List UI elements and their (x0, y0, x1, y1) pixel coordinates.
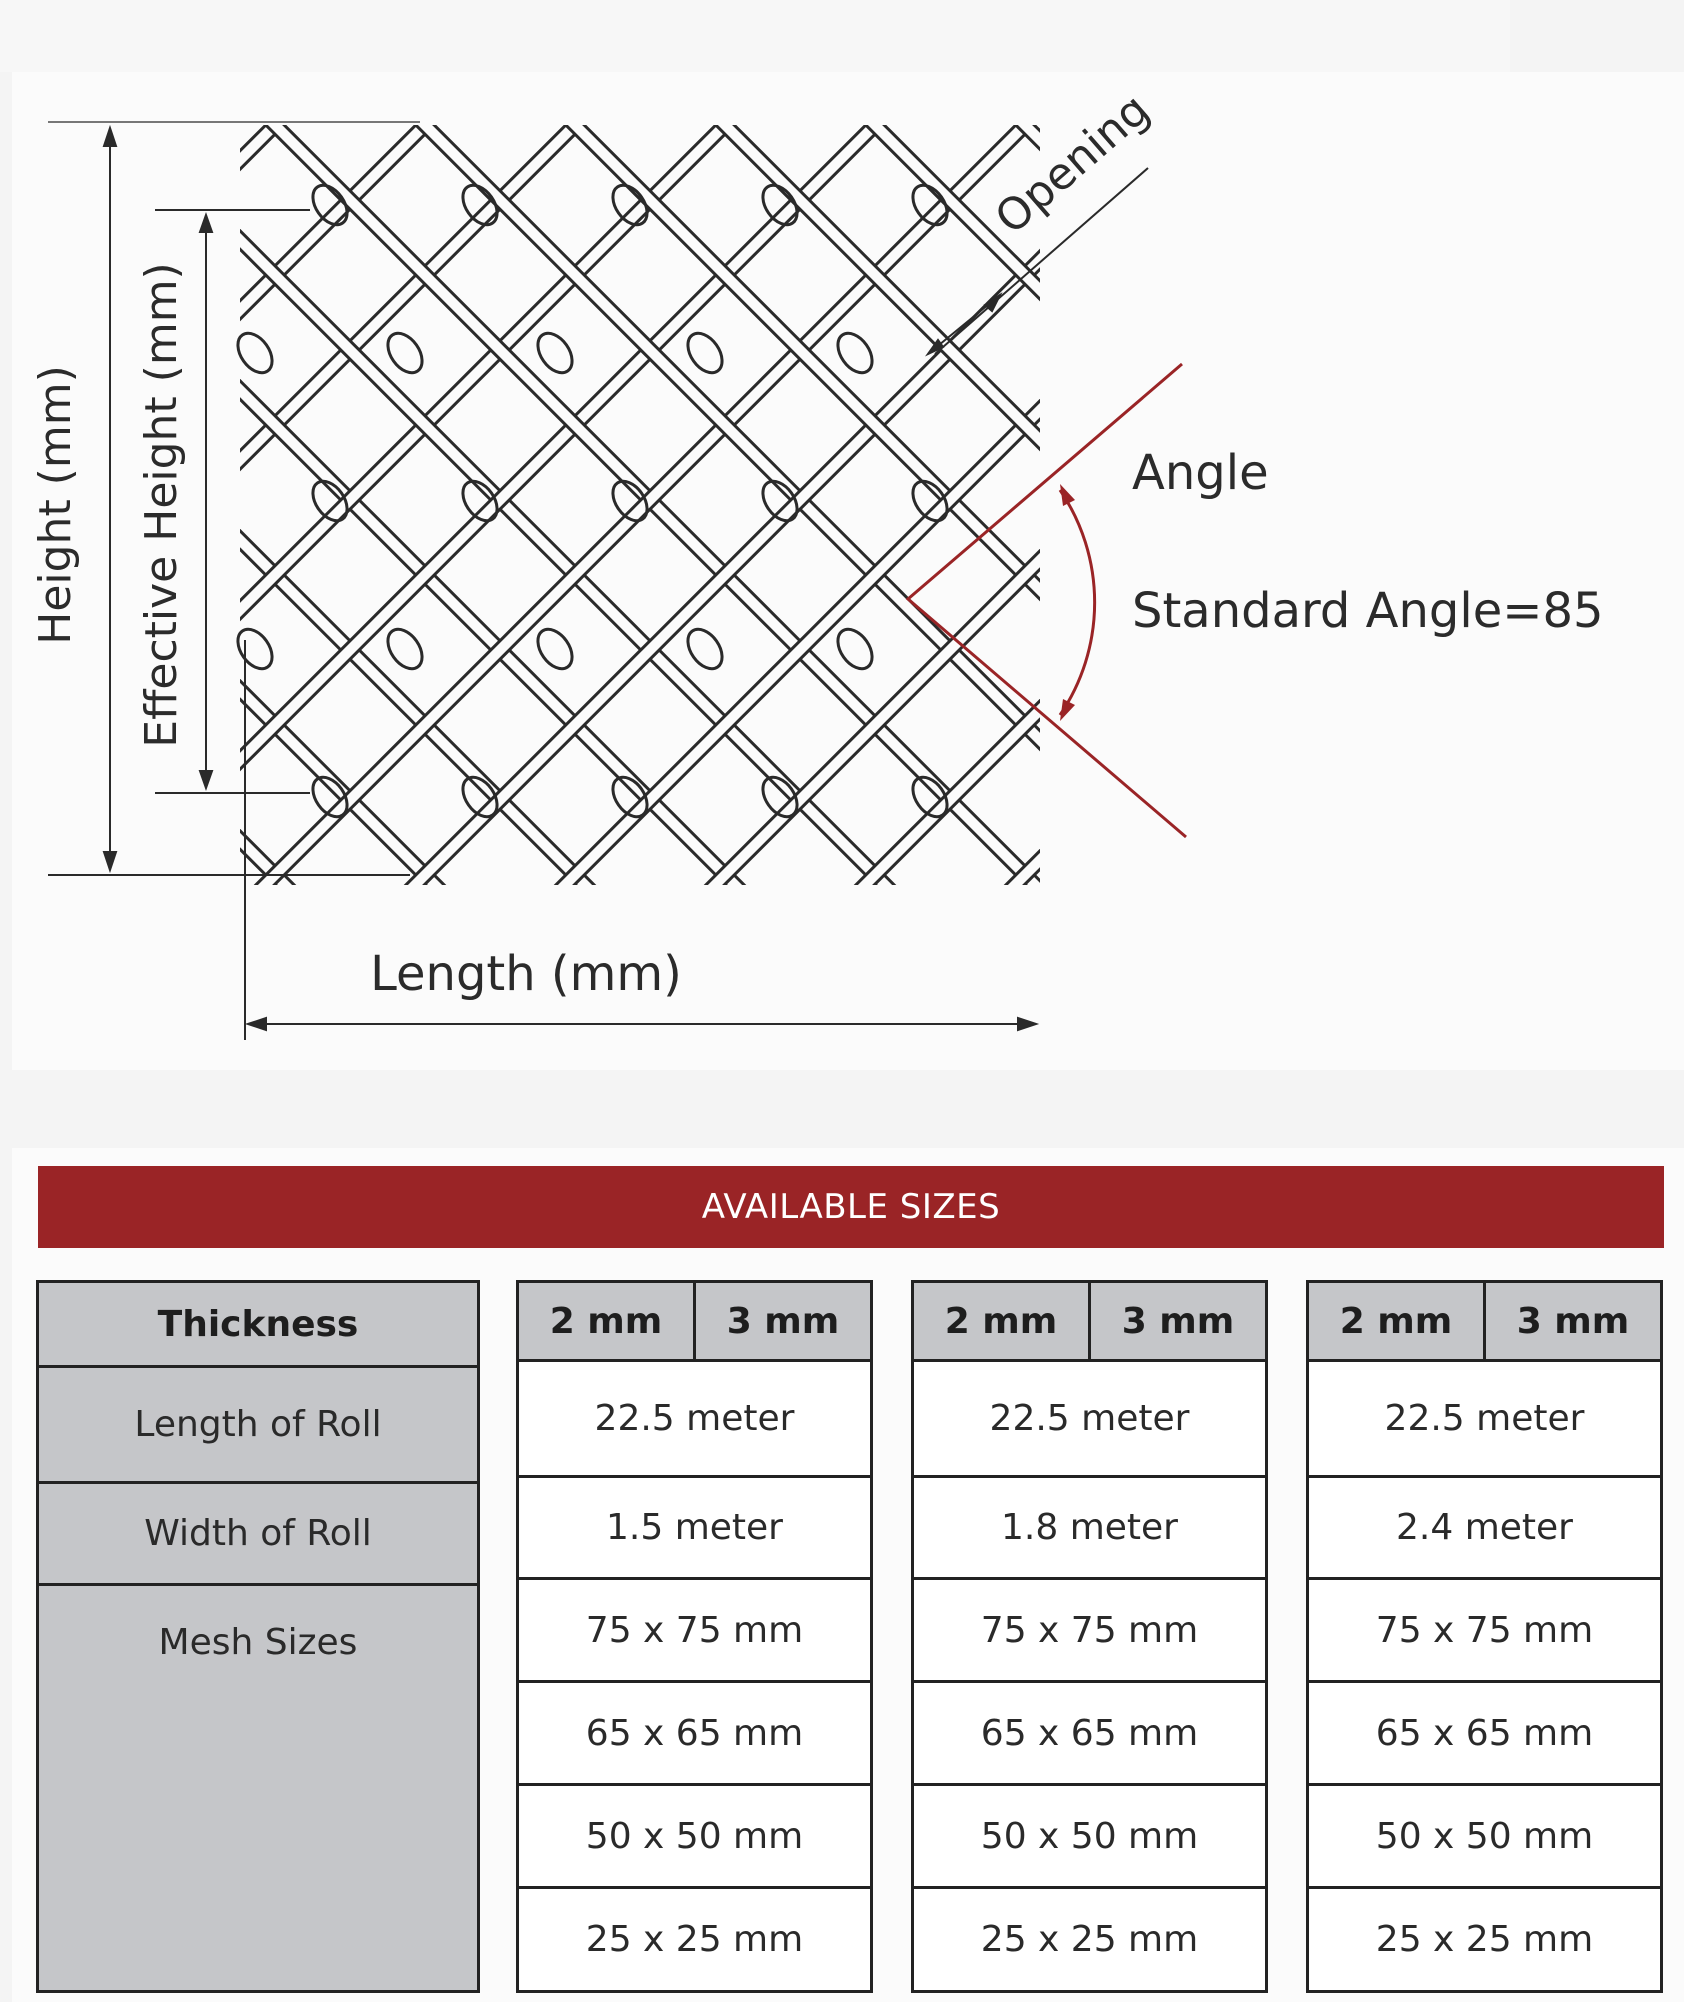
mesh-size-value: 25 x 25 mm (914, 1886, 1265, 1990)
mesh-wire-outline (0, 0, 550, 1000)
thickness-option-a: 2 mm (549, 1300, 663, 1342)
available-sizes-banner: AVAILABLE SIZES (38, 1166, 1664, 1248)
mesh-size-value: 75 x 75 mm (914, 1577, 1265, 1680)
mesh-sizes-label: Mesh Sizes (39, 1583, 477, 1990)
thickness-option-b: 3 mm (693, 1283, 870, 1359)
roll-length-value: 22.5 meter (914, 1359, 1265, 1475)
mesh-size-value: 50 x 50 mm (519, 1783, 870, 1886)
mesh-knuckle (231, 623, 279, 675)
standard-angle-label: Standard Angle=85 (1132, 583, 1604, 639)
mesh-knuckle (681, 327, 729, 379)
mesh-knuckle (831, 623, 879, 675)
effective-height-label: Effective Height (mm) (136, 262, 187, 748)
mesh-size-value: 65 x 65 mm (519, 1680, 870, 1783)
mesh-knuckle (606, 475, 654, 527)
mesh-wire-fill (1200, 0, 1684, 1000)
mesh-knuckle (681, 623, 729, 675)
mesh-knuckle (756, 475, 804, 527)
roll-width-value: 1.5 meter (519, 1475, 870, 1577)
mesh-size-value: 65 x 65 mm (1309, 1680, 1660, 1783)
mesh-knuckle (456, 771, 504, 823)
mesh-wire-outline (0, 0, 850, 1000)
mesh-knuckle (531, 327, 579, 379)
mesh-knuckle (606, 771, 654, 823)
mesh-wire-fill (0, 0, 850, 1000)
thickness-header (1309, 1283, 1660, 1359)
mesh-knuckle (456, 475, 504, 527)
angle-arrowheads (1060, 484, 1075, 721)
mesh-wire-outline (0, 0, 850, 1000)
mesh-wire-fill (900, 0, 1684, 1000)
opening-label: Opening (985, 84, 1160, 245)
mesh-wire-outline (900, 0, 1684, 1000)
mesh-knuckle (756, 771, 804, 823)
mesh-size-value: 75 x 75 mm (519, 1577, 870, 1680)
mesh-knuckle (906, 475, 954, 527)
thickness-header (519, 1283, 870, 1359)
mesh-knuckle (306, 475, 354, 527)
length-of-roll-label: Length of Roll (39, 1365, 477, 1481)
mesh-knuckle (381, 623, 429, 675)
mesh-size-value: 25 x 25 mm (519, 1886, 870, 1990)
mesh-size-value: 50 x 50 mm (914, 1783, 1265, 1886)
thickness-option-a: 2 mm (944, 1300, 1058, 1342)
mesh-wire-outline (900, 0, 1684, 1000)
thickness-option-b: 3 mm (1088, 1283, 1265, 1359)
product-table-2 (911, 1280, 1268, 1993)
mesh-wire-outline (1200, 0, 1684, 1000)
mesh-knuckle (381, 327, 429, 379)
mesh-wire-fill (0, 0, 550, 1000)
mesh-knuckle (531, 623, 579, 675)
roll-width-value: 2.4 meter (1309, 1475, 1660, 1577)
mesh-wires (0, 0, 1684, 1000)
mesh-knuckle (231, 327, 279, 379)
mesh-size-value: 25 x 25 mm (1309, 1886, 1660, 1990)
roll-length-value: 22.5 meter (1309, 1359, 1660, 1475)
mesh-knuckle (306, 771, 354, 823)
length-label: Length (mm) (370, 946, 682, 1002)
height-dimension (48, 122, 420, 875)
mesh-size-value: 75 x 75 mm (1309, 1577, 1660, 1680)
angle-label: Angle (1132, 445, 1269, 501)
thickness-header (914, 1283, 1265, 1359)
mesh-wire-fill (1200, 0, 1684, 1000)
thickness-option-a: 2 mm (1339, 1300, 1453, 1342)
thickness-option-b: 3 mm (1483, 1283, 1660, 1359)
mesh-wire-fill (0, 0, 550, 1000)
product-table-1 (516, 1280, 873, 1993)
mesh-knuckle (906, 771, 954, 823)
mesh-wire-fill (900, 0, 1684, 1000)
thickness-label: Thickness (157, 1303, 359, 1345)
height-label: Height (mm) (30, 365, 81, 645)
mesh-wire-outline (1200, 0, 1684, 1000)
mesh-wire-outline (0, 0, 550, 1000)
roll-length-value: 22.5 meter (519, 1359, 870, 1475)
product-table-3 (1306, 1280, 1663, 1993)
row-labels-table (36, 1280, 480, 1993)
mesh-wire-fill (0, 0, 850, 1000)
mesh-knuckle (831, 327, 879, 379)
mesh-size-value: 65 x 65 mm (914, 1680, 1265, 1783)
width-of-roll-label: Width of Roll (39, 1481, 477, 1583)
mesh-size-value: 50 x 50 mm (1309, 1783, 1660, 1886)
roll-width-value: 1.8 meter (914, 1475, 1265, 1577)
